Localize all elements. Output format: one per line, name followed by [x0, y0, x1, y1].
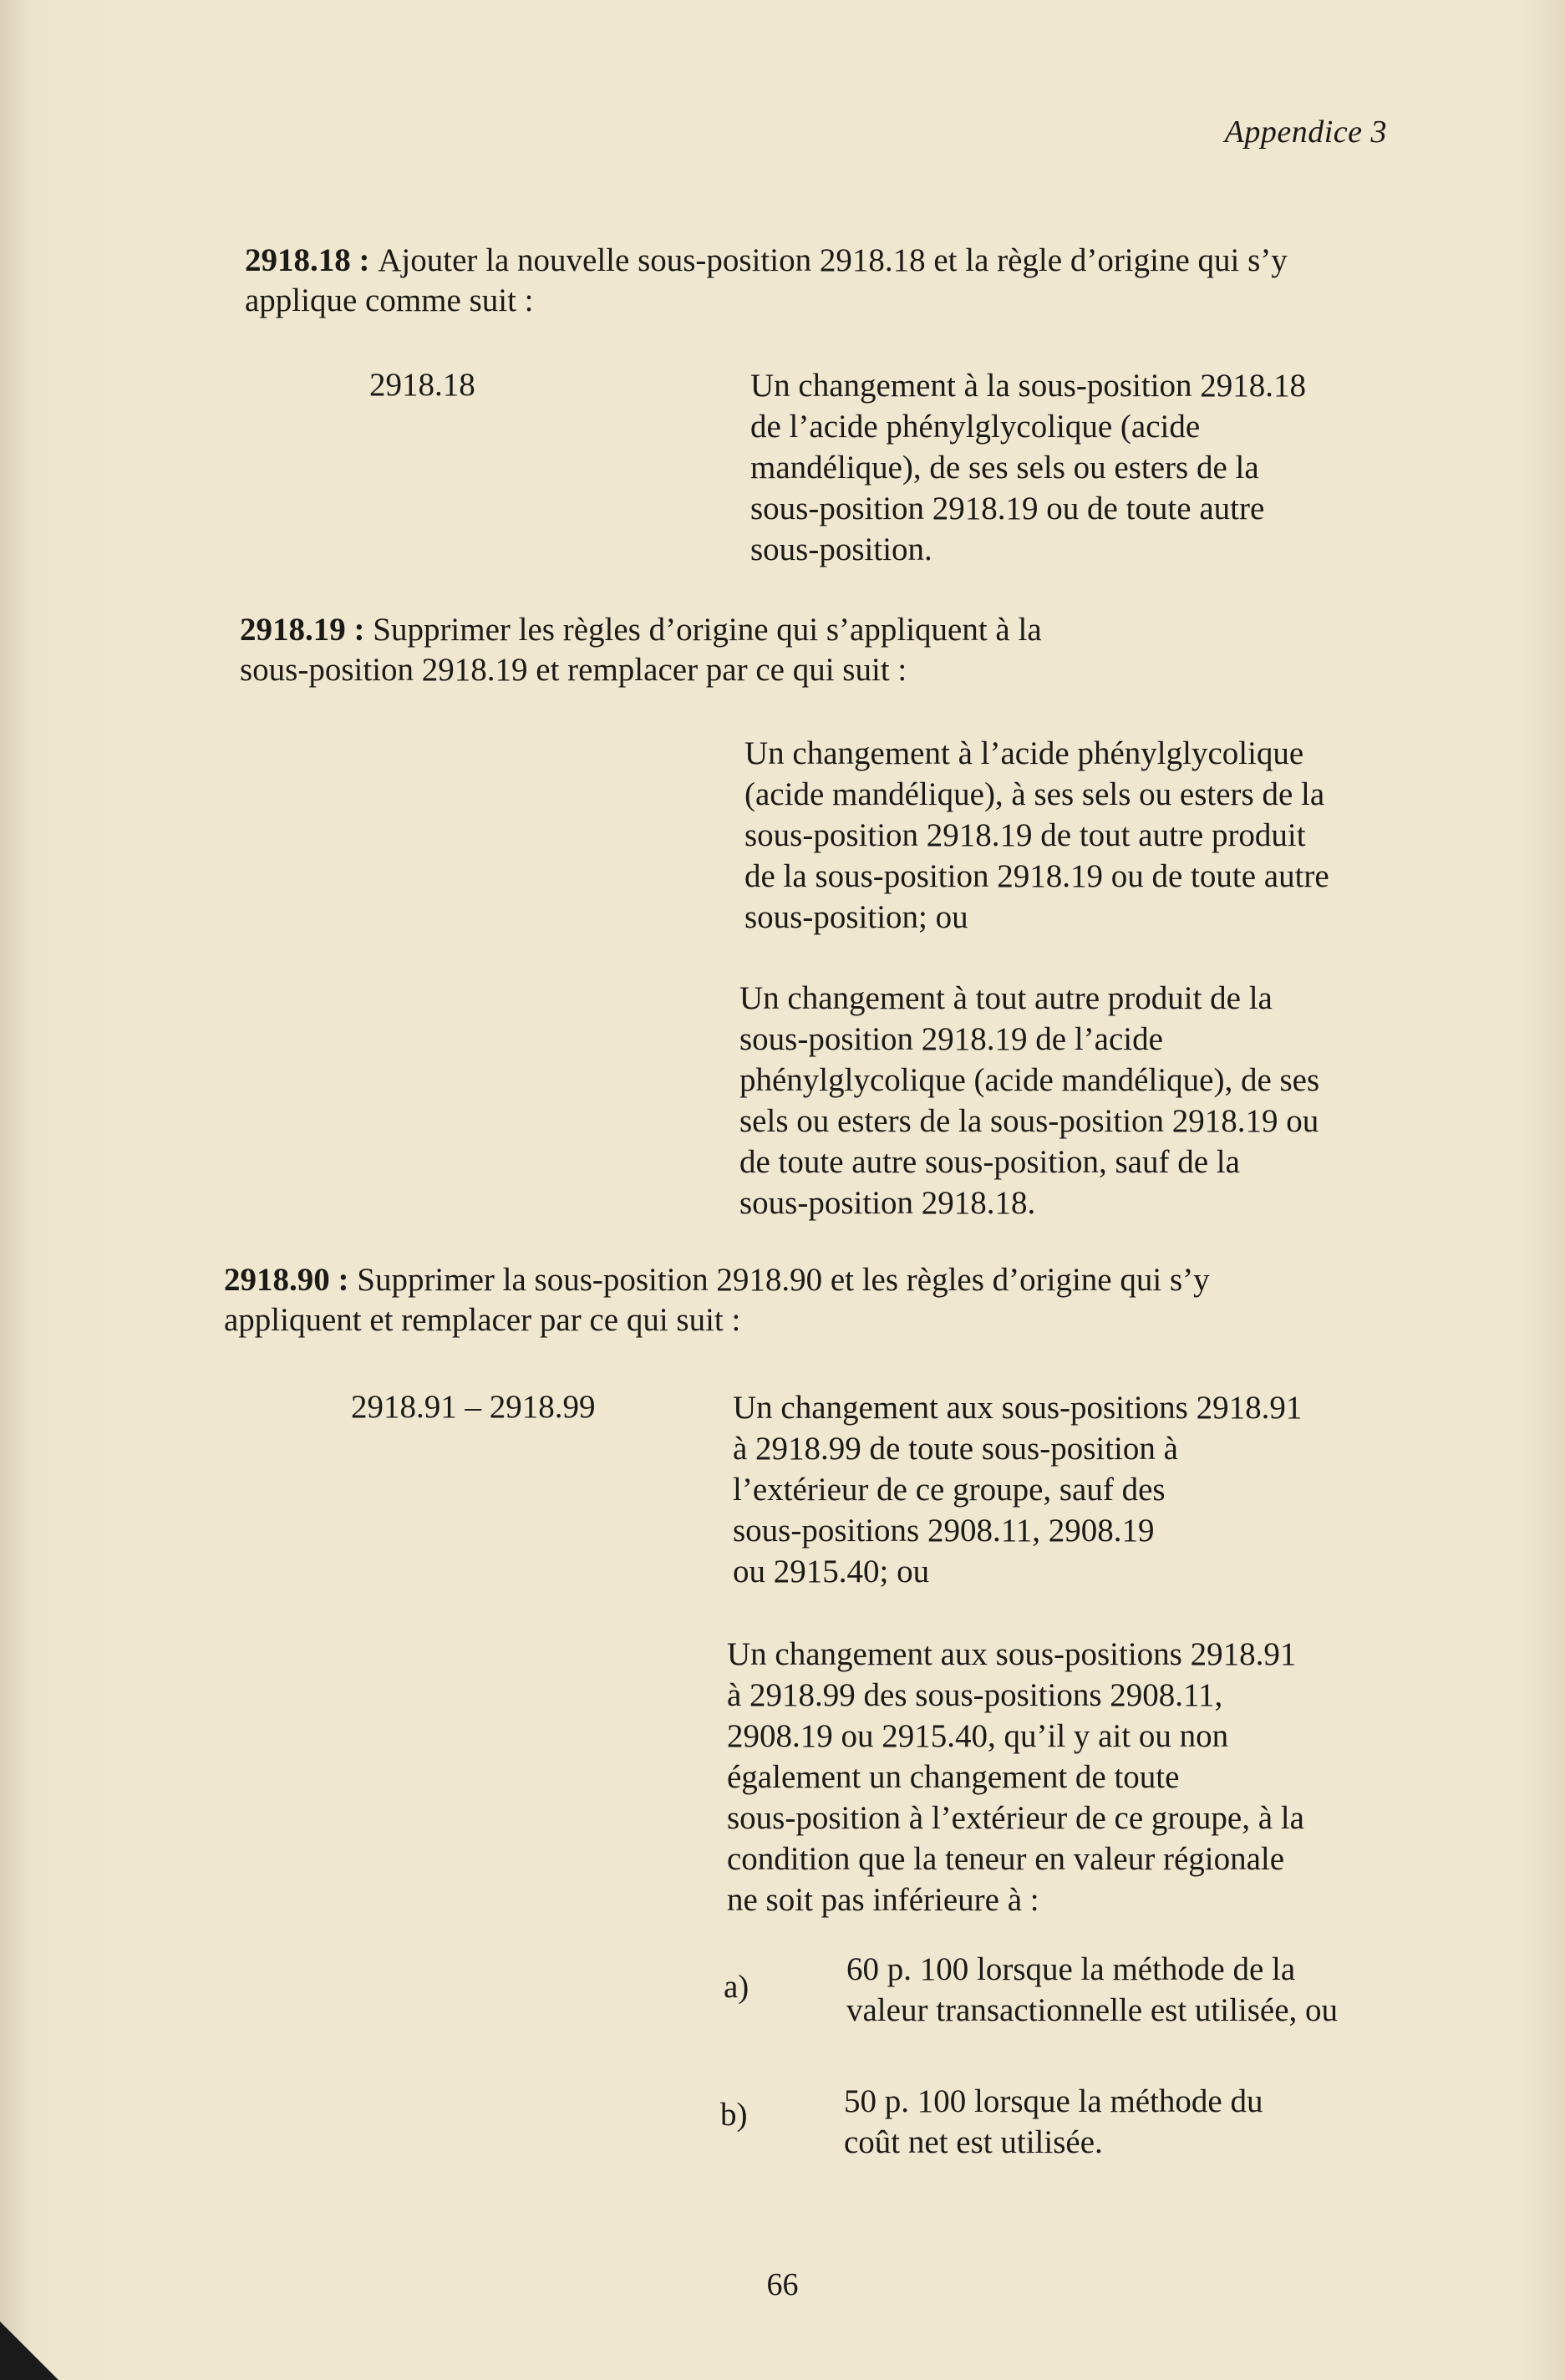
rule-2918-91-99-a	[733, 1387, 1401, 1592]
rule-line: sous-position; ou	[744, 899, 968, 935]
intro-line-2: sous-position 2918.19 et remplacer par ce qui suit :	[240, 652, 907, 688]
rule-line: ne soit pas inférieure à :	[727, 1882, 1039, 1918]
rule-line: Un changement à la sous-position 2918.18	[750, 368, 1307, 404]
rule-line: Un changement aux sous-positions 2918.91	[733, 1390, 1303, 1426]
rule-line: condition que la teneur en valeur régionale	[727, 1841, 1285, 1877]
row-label-2918-18: 2918.18	[369, 367, 475, 403]
rule-line: également un changement de toute	[727, 1759, 1180, 1795]
intro-line-2: appliquent et remplacer par ce qui suit :	[224, 1302, 741, 1338]
rule-2918-19-b	[739, 978, 1433, 1223]
rule-line: de l’acide phénylglycolique (acide	[750, 409, 1201, 445]
intro-line-1	[240, 610, 1410, 650]
rule-line: sels ou esters de la sous-position 2918.19 ou	[739, 1103, 1319, 1139]
rule-line: ou 2915.40; ou	[733, 1554, 930, 1589]
rule-line: sous-position 2918.19 de tout autre produit	[744, 817, 1306, 853]
rule-line: sous-positions 2908.11, 2908.19	[733, 1513, 1155, 1549]
rule-line: phénylglycolique (acide mandélique), de ses	[739, 1062, 1320, 1098]
intro-line-1	[245, 241, 1415, 281]
intro-text: Ajouter la nouvelle sous-position 2918.18 et la règle d’origine qui s’y	[378, 242, 1288, 278]
section-code: 2918.18	[245, 242, 351, 278]
rule-line: de toute autre sous-position, sauf de la	[739, 1144, 1240, 1180]
rule-2918-18	[750, 365, 1419, 570]
code-separator: :	[350, 242, 379, 278]
item-line: coût net est utilisée.	[844, 2124, 1103, 2160]
item-line: 50 p. 100 lorsque la méthode du	[844, 2083, 1263, 2119]
section-code: 2918.90	[224, 1262, 330, 1298]
section-code: 2918.19	[240, 612, 346, 648]
rule-line: sous-position à l’extérieur de ce groupe, à la	[727, 1800, 1304, 1836]
intro-text: Supprimer la sous-position 2918.90 et les règles d’origine qui s’y	[357, 1262, 1210, 1298]
rule-line: Un changement à l’acide phénylglycolique	[744, 735, 1304, 771]
rule-line: 2908.19 ou 2915.40, qu’il y ait ou non	[727, 1718, 1229, 1754]
intro-line-1	[224, 1260, 1394, 1300]
section-2918-90-intro	[224, 1260, 1394, 1340]
row-label-2918-91-99: 2918.91 – 2918.99	[351, 1389, 596, 1425]
item-line: valeur transactionnelle est utilisée, ou	[846, 1992, 1339, 2028]
rule-2918-19-a	[744, 733, 1430, 938]
section-2918-19-intro	[240, 610, 1410, 690]
item-text-b	[844, 2081, 1429, 2163]
item-marker-a: a)	[724, 1969, 749, 2005]
rule-line: sous-position 2918.19 ou de toute autre	[750, 491, 1265, 526]
rule-line: mandélique), de ses sels ou esters de la	[750, 450, 1259, 486]
running-header: Appendice 3	[1224, 114, 1387, 150]
rule-line: Un changement à tout autre produit de la	[739, 980, 1273, 1016]
rule-line: l’extérieur de ce groupe, sauf des	[733, 1472, 1166, 1508]
page-number: 66	[766, 2267, 799, 2302]
rule-2918-91-99-b	[727, 1634, 1420, 1920]
rule-line: sous-position.	[750, 531, 932, 567]
rule-line: à 2918.99 des sous-positions 2908.11,	[727, 1677, 1223, 1713]
code-separator: :	[329, 1262, 358, 1298]
section-2918-18-intro	[245, 241, 1415, 321]
intro-text: Supprimer les règles d’origine qui s’appliquent à la	[373, 612, 1042, 648]
rule-line: sous-position 2918.19 de l’acide	[739, 1021, 1163, 1057]
item-text-a	[846, 1949, 1431, 2031]
item-marker-b: b)	[720, 2097, 748, 2133]
intro-line-2: applique comme suit :	[245, 282, 534, 318]
item-line: 60 p. 100 lorsque la méthode de la	[846, 1951, 1296, 1987]
rule-line: Un changement aux sous-positions 2918.91	[727, 1636, 1297, 1672]
page-corner-shadow	[0, 2322, 58, 2380]
rule-line: sous-position 2918.18.	[739, 1185, 1036, 1221]
rule-line: à 2918.99 de toute sous-position à	[733, 1431, 1178, 1467]
rule-line: de la sous-position 2918.19 ou de toute autre	[744, 858, 1329, 894]
code-separator: :	[345, 612, 373, 648]
rule-line: (acide mandélique), à ses sels ou esters de la	[744, 776, 1325, 812]
